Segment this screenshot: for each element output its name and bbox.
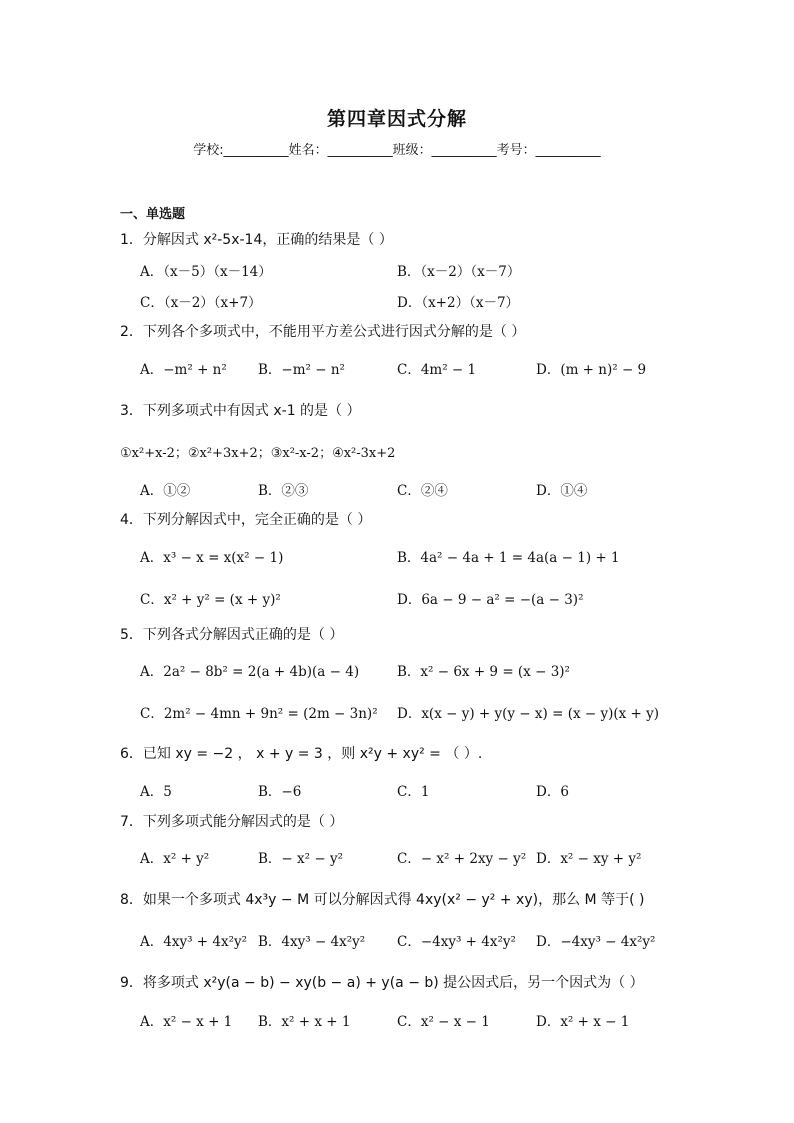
question-8: 8．如果一个多项式 4x³y − M 可以分解因式得 4xy(x² − y² + xy)，那么 M 等于( ) [120, 892, 645, 908]
q8-option-b: B．4xy³ − 4x²y² [258, 934, 366, 950]
q9-option-d: D．x² + x − 1 [536, 1014, 630, 1030]
question-2: 2．下列各个多项式中，不能用平方差公式进行因式分解的是（ ） [120, 324, 526, 340]
q3-polynomial-list: ①x²+x-2；②x²+3x+2；③x²-x-2；④x²-3x+2 [120, 446, 396, 461]
q6-option-c: C．1 [397, 784, 430, 800]
q9-option-c: C．x² − x − 1 [397, 1014, 490, 1030]
q2-option-b: B．−m² − n² [258, 362, 345, 378]
student-info-line: 学校:__________姓名：__________班级：__________考号：__________ [193, 143, 601, 158]
q1-option-d: D．（x+2）（x－7） [397, 295, 520, 311]
q8-option-d: D．−4xy³ − 4x²y² [536, 934, 656, 950]
question-4: 4．下列分解因式中，完全正确的是（ ） [120, 512, 372, 528]
q3-option-c: C．②④ [397, 483, 448, 499]
section-heading: 一、单选题 [120, 207, 186, 222]
q6-option-a: A．5 [140, 784, 172, 800]
question-1: 1．分解因式 x²-5x-14，正确的结果是（ ） [120, 232, 393, 248]
q1-option-a: A．（x－5）（x－14） [140, 264, 272, 280]
q3-option-a: A．①② [140, 483, 191, 499]
q6-option-d: D．6 [536, 784, 569, 800]
q5-option-b: B．x² − 6x + 9 = (x − 3)² [397, 664, 570, 680]
q5-option-a: A．2a² − 8b² = 2(a + 4b)(a − 4) [140, 664, 360, 680]
q2-option-c: C．4m² − 1 [397, 362, 477, 378]
q9-option-a: A．x² − x + 1 [140, 1014, 233, 1030]
q2-option-a: A．−m² + n² [140, 362, 227, 378]
q3-option-d: D．①④ [536, 483, 588, 499]
q3-option-b: B．②③ [258, 483, 309, 499]
q4-option-c: C．x² + y² = (x + y)² [140, 592, 281, 608]
q7-option-c: C．− x² + 2xy − y² [397, 851, 527, 867]
q4-option-d: D．6a − 9 − a² = −(a − 3)² [397, 592, 584, 608]
q7-option-a: A．x² + y² [140, 851, 210, 867]
question-6: 6．已知 xy = −2 ， x + y = 3 ，则 x²y + xy² = （ ）. [120, 746, 483, 762]
q4-option-a: A．x³ − x = x(x² − 1) [140, 550, 284, 566]
q1-option-b: B．（x－2）（x－7） [397, 264, 521, 280]
question-3: 3．下列多项式中有因式 x-1 的是（ ） [120, 403, 361, 419]
q4-option-b: B．4a² − 4a + 1 = 4a(a − 1) + 1 [397, 550, 620, 566]
q8-option-a: A．4xy³ + 4x²y² [140, 934, 248, 950]
q7-option-d: D．x² − xy + y² [536, 851, 642, 867]
q7-option-b: B．− x² − y² [258, 851, 343, 867]
q6-option-b: B．−6 [258, 784, 302, 800]
question-5: 5．下列各式分解因式正确的是（ ） [120, 627, 344, 643]
q1-option-c: C．（x－2）（x+7） [140, 295, 262, 311]
page-title: 第四章因式分解 [326, 108, 467, 130]
q8-option-c: C．−4xy³ + 4x²y² [397, 934, 516, 950]
question-7: 7．下列多项式能分解因式的是（ ） [120, 814, 344, 830]
q2-option-d: D．(m + n)² − 9 [536, 362, 647, 378]
question-9: 9．将多项式 x²y(a − b) − xy(b − a) + y(a − b) 提公因式后，另一个因式为（ ） [120, 975, 644, 991]
q9-option-b: B．x² + x + 1 [258, 1014, 351, 1030]
q5-option-d: D．x(x − y) + y(y − x) = (x − y)(x + y) [397, 706, 660, 722]
q5-option-c: C．2m² − 4mn + 9n² = (2m − 3n)² [140, 706, 378, 722]
